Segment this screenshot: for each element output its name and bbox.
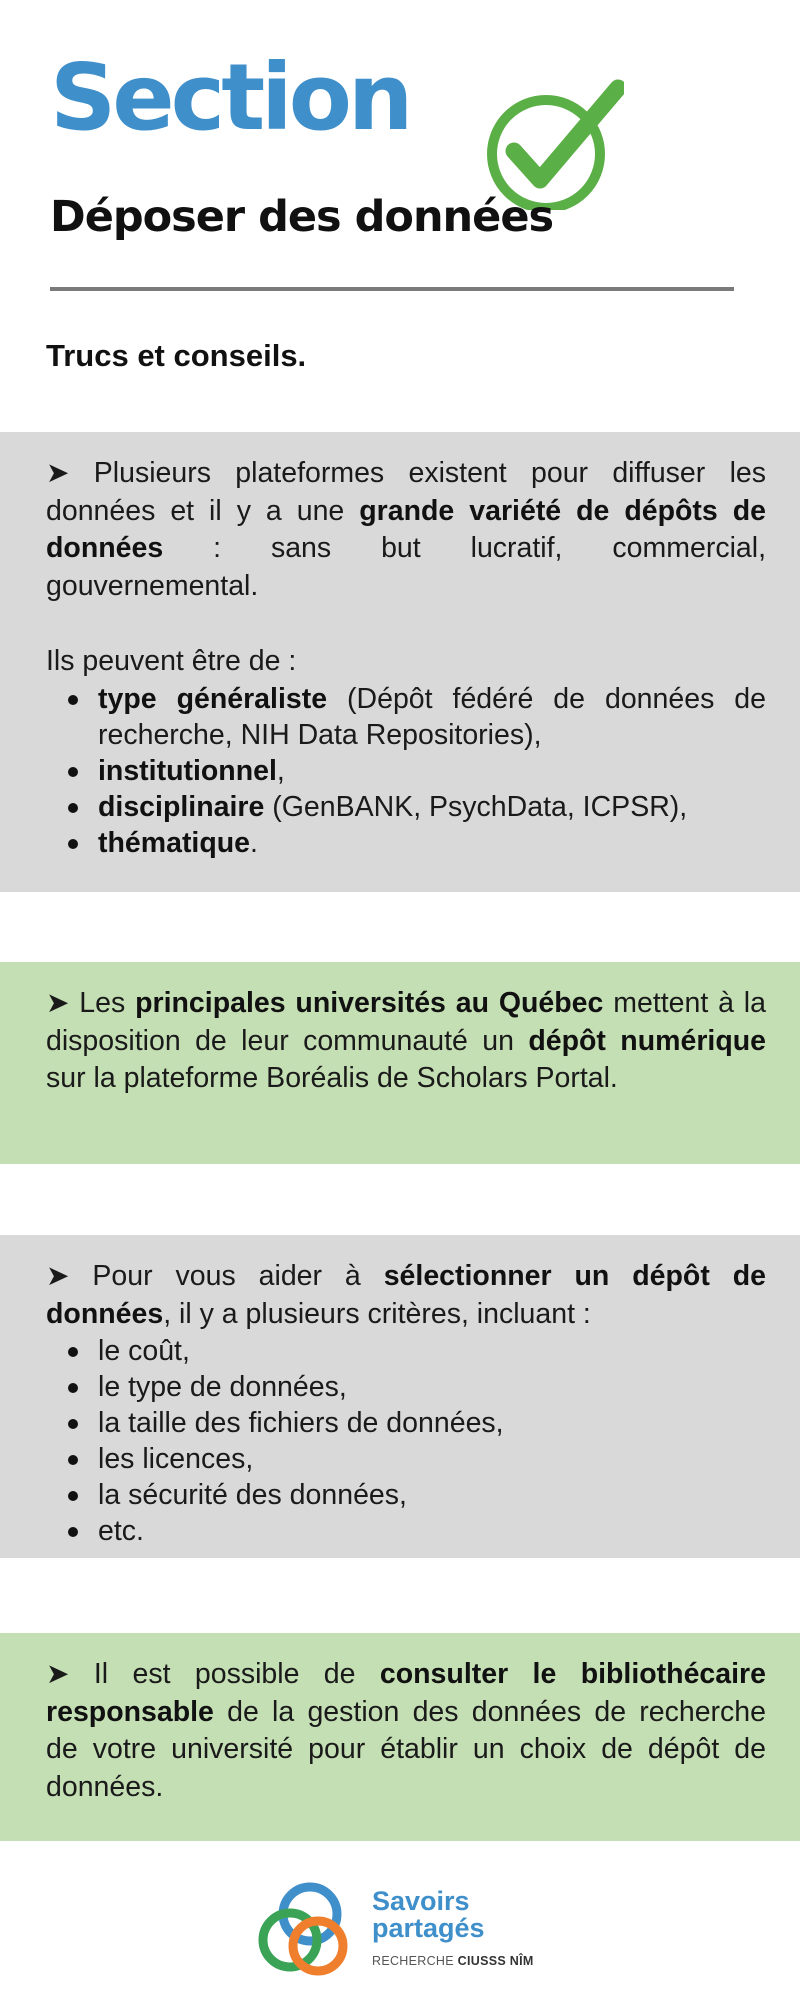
panel-repositories (0, 432, 800, 892)
criteria-list (46, 1333, 766, 1549)
paragraph-criteria: ➤ Pour vous aider à sélectionner un dépôt de données, il y a plusieurs critères, incluant : (46, 1260, 767, 1330)
logo-wordmark: Savoirs partagés (372, 1886, 485, 1943)
arrow-icon: ➤ (46, 457, 70, 488)
list-item: la sécurité des données, (98, 1477, 766, 1513)
list-item: le type de données, (98, 1369, 766, 1405)
repository-types-list (46, 681, 766, 861)
panel-criteria (0, 1235, 800, 1558)
list-item: type généraliste (Dépôt fédéré de données de recherche, NIH Data Repositories), (98, 682, 766, 751)
list-item: thématique. (98, 825, 766, 861)
arrow-icon: ➤ (46, 987, 70, 1018)
panel-universities (0, 962, 800, 1164)
panel-librarian (0, 1633, 800, 1841)
list-item: le coût, (98, 1333, 766, 1369)
paragraph-universities: ➤ Les principales universités au Québec mettent à la disposition de leur communauté un dépôt numérique sur la plateforme Boréalis de Scholars Portal. (46, 987, 766, 1094)
list-intro: Ils peuvent être de : (46, 645, 297, 677)
paragraph-platforms: ➤ Plusieurs plateformes existent pour diffuser les données et il y a une grande variété de dépôts de données : sans but lucratif, commercial, gouvernemental. (46, 457, 767, 602)
list-item: les licences, (98, 1441, 766, 1477)
paragraph-librarian: ➤ Il est possible de consulter le bibliothécaire responsable de la gestion des données de recherche de votre université pour établir un choix de dépôt de données. (46, 1658, 766, 1803)
page-subtitle: Déposer des données (50, 192, 554, 242)
footer (0, 1842, 800, 2000)
section-title: Section (50, 44, 410, 151)
list-item: disciplinaire (GenBANK, PsychData, ICPSR), (98, 789, 766, 825)
tips-heading: Trucs et conseils. (46, 338, 307, 373)
logo-tagline: RECHERCHE CIUSSS NÎM (372, 1954, 534, 1968)
list-item: la taille des fichiers de données, (98, 1405, 766, 1441)
list-item: etc. (98, 1513, 766, 1549)
divider (50, 287, 734, 291)
savoirs-partages-logo-icon (258, 1880, 354, 1976)
arrow-icon: ➤ (46, 1658, 70, 1689)
header (0, 0, 800, 430)
list-item: institutionnel, (98, 753, 766, 789)
check-circle-icon (484, 78, 624, 210)
arrow-icon: ➤ (46, 1260, 70, 1291)
